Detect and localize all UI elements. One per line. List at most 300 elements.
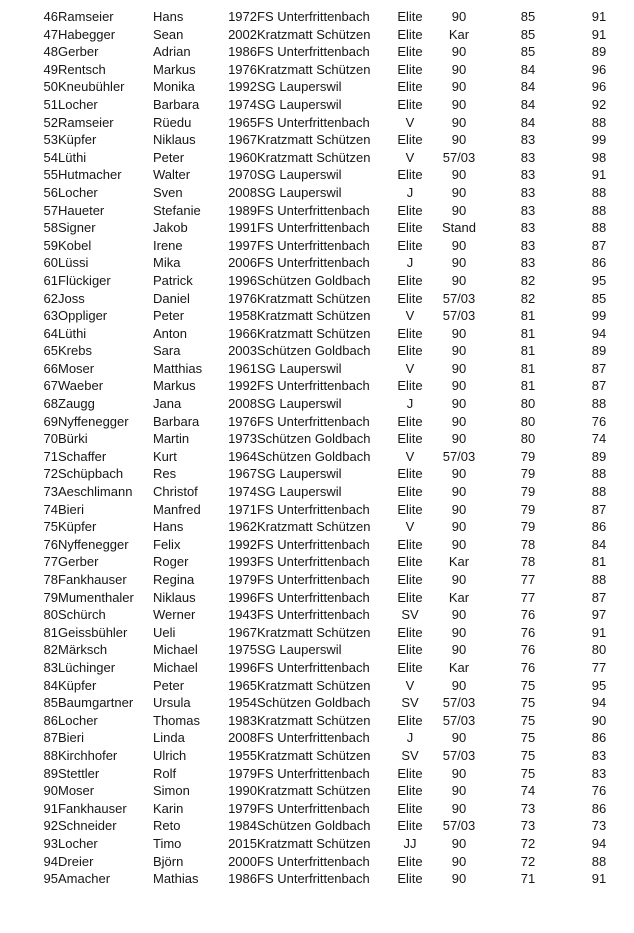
last-name-cell: Nyffenegger [58, 536, 129, 552]
last-name-cell: Fankhauser [58, 800, 127, 816]
year-cell: 1996 [228, 272, 257, 288]
table-row [0, 870, 620, 888]
first-name-cell: Simon [153, 783, 190, 799]
program-cell: 90 [451, 607, 467, 623]
year-cell: 1965 [228, 677, 257, 693]
rank-cell: 62 [43, 290, 58, 306]
score2-cell: 91 [591, 871, 607, 887]
year-cell: 1964 [228, 448, 257, 464]
score2-cell: 87 [591, 378, 607, 394]
score2-cell: 89 [591, 44, 607, 60]
score2-cell: 91 [591, 167, 607, 183]
category-cell: Elite [397, 871, 423, 887]
score1-cell: 83 [520, 184, 536, 200]
last-name-cell: Ramseier [58, 9, 114, 24]
year-cell: 1971 [228, 501, 257, 517]
score2-cell: 76 [591, 413, 607, 429]
first-name-cell: Markus [153, 61, 196, 77]
score2-cell: 94 [591, 695, 607, 711]
category-cell: Elite [397, 624, 423, 640]
score2-cell: 73 [591, 818, 607, 834]
score1-cell: 75 [520, 695, 536, 711]
club-cell: Kratzmatt Schützen [257, 519, 371, 535]
category-cell: Elite [397, 572, 423, 587]
club-cell: Kratzmatt Schützen [257, 26, 371, 42]
category-cell: Elite [397, 325, 423, 341]
program-cell: 90 [451, 800, 467, 816]
score1-cell: 83 [520, 149, 536, 165]
first-name-cell: Felix [153, 536, 181, 552]
score2-cell: 88 [591, 466, 607, 482]
table-row [0, 624, 620, 642]
first-name-cell: Anton [153, 325, 187, 341]
score1-cell: 74 [520, 783, 536, 799]
club-cell: Kratzmatt Schützen [257, 712, 371, 728]
last-name-cell: Küpfer [58, 519, 97, 535]
year-cell: 2006 [228, 255, 257, 271]
year-cell: 1967 [228, 132, 257, 148]
program-cell: 90 [451, 871, 467, 887]
rank-cell: 68 [43, 396, 58, 412]
table-row [0, 202, 620, 220]
score1-cell: 84 [520, 79, 536, 95]
score1-cell: 81 [520, 378, 536, 394]
category-cell: SV [401, 695, 419, 711]
last-name-cell: Bieri [58, 730, 85, 746]
category-cell: Elite [397, 765, 423, 781]
club-cell: Kratzmatt Schützen [257, 61, 371, 77]
score1-cell: 85 [520, 9, 536, 24]
score2-cell: 98 [591, 149, 607, 165]
rank-cell: 48 [43, 44, 58, 60]
rank-cell: 59 [43, 237, 58, 253]
rank-cell: 65 [43, 343, 58, 359]
program-cell: Kar [448, 554, 470, 570]
club-cell: Kratzmatt Schützen [257, 677, 371, 693]
score2-cell: 95 [591, 272, 607, 288]
program-cell: 90 [451, 431, 467, 447]
score1-cell: 75 [520, 765, 536, 781]
category-cell: Elite [397, 466, 423, 482]
last-name-cell: Oppliger [58, 308, 108, 324]
table-row [0, 166, 620, 184]
last-name-cell: Lüssi [58, 255, 89, 271]
club-cell: SG Lauperswil [257, 184, 342, 200]
rank-cell: 60 [43, 255, 58, 271]
year-cell: 1979 [228, 800, 257, 816]
score1-cell: 84 [520, 61, 536, 77]
program-cell: 57/03 [442, 712, 476, 728]
score2-cell: 90 [591, 712, 607, 728]
club-cell: Schützen Goldbach [257, 431, 371, 447]
score1-cell: 79 [520, 484, 536, 500]
rank-cell: 90 [43, 783, 58, 799]
rank-cell: 81 [43, 624, 58, 640]
score2-cell: 85 [591, 290, 607, 306]
last-name-cell: Haueter [58, 202, 105, 218]
program-cell: 90 [451, 325, 467, 341]
program-cell: 90 [451, 44, 467, 60]
rank-cell: 77 [43, 554, 58, 570]
last-name-cell: Schneider [58, 818, 117, 834]
year-cell: 2008 [228, 730, 257, 746]
last-name-cell: Waeber [58, 378, 104, 394]
rank-cell: 89 [43, 765, 58, 781]
rank-cell: 46 [43, 9, 58, 24]
first-name-cell: Werner [153, 607, 196, 623]
rank-cell: 67 [43, 378, 58, 394]
rank-cell: 63 [43, 308, 58, 324]
first-name-cell: Monika [153, 79, 195, 95]
club-cell: SG Lauperswil [257, 484, 342, 500]
rank-cell: 56 [43, 184, 58, 200]
first-name-cell: Mathias [153, 871, 199, 887]
first-name-cell: Markus [153, 378, 196, 394]
year-cell: 2003 [228, 343, 257, 359]
first-name-cell: Kurt [153, 448, 177, 464]
score1-cell: 84 [520, 114, 536, 130]
table-row [0, 589, 620, 607]
last-name-cell: Küpfer [58, 132, 97, 148]
club-cell: FS Unterfrittenbach [257, 800, 370, 816]
table-row [0, 465, 620, 483]
rank-cell: 86 [43, 712, 58, 728]
table-row [0, 342, 620, 360]
program-cell: Kar [448, 659, 470, 675]
first-name-cell: Martin [153, 431, 190, 447]
program-cell: 90 [451, 783, 467, 799]
score2-cell: 91 [591, 624, 607, 640]
first-name-cell: Adrian [153, 44, 191, 60]
program-cell: 90 [451, 519, 467, 535]
rank-cell: 83 [43, 659, 58, 675]
year-cell: 1967 [228, 624, 257, 640]
last-name-cell: Ramseier [58, 114, 114, 130]
program-cell: 90 [451, 237, 467, 253]
club-cell: FS Unterfrittenbach [257, 44, 370, 60]
last-name-cell: Joss [58, 290, 85, 306]
score1-cell: 80 [520, 413, 536, 429]
category-cell: Elite [397, 272, 423, 288]
year-cell: 2008 [228, 396, 257, 412]
first-name-cell: Jana [153, 396, 182, 412]
first-name-cell: Jakob [153, 220, 188, 236]
year-cell: 1955 [228, 747, 257, 763]
first-name-cell: Ulrich [153, 747, 187, 763]
last-name-cell: Nyffenegger [58, 413, 129, 429]
club-cell: SG Lauperswil [257, 360, 342, 376]
year-cell: 2000 [228, 853, 257, 869]
table-row [0, 26, 620, 44]
club-cell: SG Lauperswil [257, 396, 342, 412]
last-name-cell: Aeschlimann [58, 484, 133, 500]
score2-cell: 80 [591, 642, 607, 658]
first-name-cell: Sven [153, 184, 183, 200]
year-cell: 1960 [228, 149, 257, 165]
table-row [0, 501, 620, 519]
table-row [0, 290, 620, 308]
first-name-cell: Timo [153, 835, 182, 851]
club-cell: FS Unterfrittenbach [257, 871, 370, 887]
table-row [0, 536, 620, 554]
results-table [0, 8, 620, 888]
club-cell: FS Unterfrittenbach [257, 378, 370, 394]
score2-cell: 88 [591, 184, 607, 200]
first-name-cell: Peter [153, 149, 185, 165]
category-cell: Elite [397, 132, 423, 148]
club-cell: FS Unterfrittenbach [257, 659, 370, 675]
rank-cell: 75 [43, 519, 58, 535]
program-cell: 90 [451, 96, 467, 112]
score2-cell: 96 [591, 79, 607, 95]
year-cell: 1973 [228, 431, 257, 447]
category-cell: V [405, 448, 415, 464]
program-cell: 90 [451, 255, 467, 271]
score1-cell: 82 [520, 272, 536, 288]
score2-cell: 94 [591, 325, 607, 341]
category-cell: Elite [397, 554, 423, 570]
first-name-cell: Niklaus [153, 132, 196, 148]
first-name-cell: Thomas [153, 712, 200, 728]
club-cell: SG Lauperswil [257, 167, 342, 183]
year-cell: 1996 [228, 659, 257, 675]
score2-cell: 86 [591, 255, 607, 271]
year-cell: 1992 [228, 79, 257, 95]
rank-cell: 84 [43, 677, 58, 693]
score2-cell: 88 [591, 220, 607, 236]
year-cell: 1983 [228, 712, 257, 728]
last-name-cell: Fankhauser [58, 572, 127, 587]
first-name-cell: Niklaus [153, 589, 196, 605]
table-row [0, 360, 620, 378]
score1-cell: 77 [520, 589, 536, 605]
score2-cell: 88 [591, 396, 607, 412]
club-cell: Kratzmatt Schützen [257, 308, 371, 324]
first-name-cell: Peter [153, 677, 185, 693]
last-name-cell: Amacher [58, 871, 111, 887]
club-cell: SG Lauperswil [257, 96, 342, 112]
first-name-cell: Regina [153, 572, 195, 587]
category-cell: Elite [397, 343, 423, 359]
category-cell: Elite [397, 79, 423, 95]
score2-cell: 89 [591, 343, 607, 359]
club-cell: Schützen Goldbach [257, 343, 371, 359]
year-cell: 1984 [228, 818, 257, 834]
program-cell: 90 [451, 466, 467, 482]
year-cell: 1972 [228, 9, 257, 24]
table-row [0, 43, 620, 61]
club-cell: FS Unterfrittenbach [257, 572, 370, 587]
program-cell: 90 [451, 624, 467, 640]
club-cell: FS Unterfrittenbach [257, 9, 370, 24]
score2-cell: 87 [591, 589, 607, 605]
first-name-cell: Christof [153, 484, 198, 500]
program-cell: 57/03 [442, 695, 476, 711]
program-cell: 57/03 [442, 448, 476, 464]
last-name-cell: Schaffer [58, 448, 107, 464]
rank-cell: 51 [43, 96, 58, 112]
first-name-cell: Stefanie [153, 202, 201, 218]
last-name-cell: Lüthi [58, 325, 87, 341]
score1-cell: 76 [520, 624, 536, 640]
program-cell: 90 [451, 484, 467, 500]
year-cell: 1970 [228, 167, 257, 183]
table-row [0, 395, 620, 413]
table-row [0, 800, 620, 818]
table-row [0, 237, 620, 255]
category-cell: V [405, 360, 415, 376]
club-cell: FS Unterfrittenbach [257, 765, 370, 781]
last-name-cell: Dreier [58, 853, 94, 869]
club-cell: Schützen Goldbach [257, 272, 371, 288]
category-cell: Elite [397, 61, 423, 77]
club-cell: SG Lauperswil [257, 79, 342, 95]
program-cell: 57/03 [442, 308, 476, 324]
score1-cell: 73 [520, 818, 536, 834]
score2-cell: 88 [591, 484, 607, 500]
first-name-cell: Hans [153, 9, 184, 24]
score1-cell: 80 [520, 396, 536, 412]
program-cell: 57/03 [442, 149, 476, 165]
score2-cell: 87 [591, 360, 607, 376]
table-row [0, 413, 620, 431]
category-cell: Elite [397, 536, 423, 552]
table-row [0, 8, 620, 26]
program-cell: 90 [451, 202, 467, 218]
club-cell: Kratzmatt Schützen [257, 624, 371, 640]
table-row [0, 307, 620, 325]
year-cell: 1992 [228, 378, 257, 394]
rank-cell: 69 [43, 413, 58, 429]
table-row [0, 729, 620, 747]
table-row [0, 641, 620, 659]
last-name-cell: Lüchinger [58, 659, 116, 675]
year-cell: 1989 [228, 202, 257, 218]
rank-cell: 70 [43, 431, 58, 447]
last-name-cell: Signer [58, 220, 96, 236]
program-cell: 90 [451, 853, 467, 869]
score1-cell: 83 [520, 255, 536, 271]
last-name-cell: Bieri [58, 501, 85, 517]
rank-cell: 58 [43, 220, 58, 236]
category-cell: Elite [397, 220, 423, 236]
program-cell: 57/03 [442, 747, 476, 763]
last-name-cell: Locher [58, 835, 98, 851]
club-cell: FS Unterfrittenbach [257, 255, 370, 271]
first-name-cell: Barbara [153, 96, 200, 112]
table-row [0, 184, 620, 202]
club-cell: Kratzmatt Schützen [257, 132, 371, 148]
club-cell: FS Unterfrittenbach [257, 501, 370, 517]
last-name-cell: Bürki [58, 431, 88, 447]
table-row [0, 518, 620, 536]
table-row [0, 219, 620, 237]
last-name-cell: Zaugg [58, 396, 95, 412]
last-name-cell: Moser [58, 360, 95, 376]
rank-cell: 53 [43, 132, 58, 148]
year-cell: 1976 [228, 61, 257, 77]
year-cell: 1966 [228, 325, 257, 341]
first-name-cell: Linda [153, 730, 185, 746]
year-cell: 1943 [228, 607, 257, 623]
program-cell: 90 [451, 396, 467, 412]
category-cell: Elite [397, 202, 423, 218]
last-name-cell: Schüpbach [58, 466, 124, 482]
program-cell: 90 [451, 114, 467, 130]
first-name-cell: Walter [153, 167, 191, 183]
table-row [0, 448, 620, 466]
category-cell: SV [401, 607, 419, 623]
program-cell: 90 [451, 360, 467, 376]
table-row [0, 712, 620, 730]
score1-cell: 78 [520, 554, 536, 570]
first-name-cell: Michael [153, 642, 198, 658]
table-row [0, 659, 620, 677]
program-cell: 90 [451, 501, 467, 517]
first-name-cell: Matthias [153, 360, 203, 376]
club-cell: Kratzmatt Schützen [257, 290, 371, 306]
club-cell: FS Unterfrittenbach [257, 589, 370, 605]
score1-cell: 79 [520, 519, 536, 535]
year-cell: 1979 [228, 572, 257, 587]
program-cell: 57/03 [442, 818, 476, 834]
score1-cell: 75 [520, 730, 536, 746]
category-cell: Elite [397, 659, 423, 675]
first-name-cell: Rolf [153, 765, 177, 781]
category-cell: Elite [397, 378, 423, 394]
program-cell: 90 [451, 79, 467, 95]
program-cell: 90 [451, 413, 467, 429]
score1-cell: 75 [520, 747, 536, 763]
category-cell: Elite [397, 44, 423, 60]
last-name-cell: Krebs [58, 343, 92, 359]
table-row [0, 377, 620, 395]
first-name-cell: Reto [153, 818, 181, 834]
score2-cell: 88 [591, 572, 607, 587]
first-name-cell: Peter [153, 308, 185, 324]
program-cell: Kar [448, 589, 470, 605]
table-row [0, 553, 620, 571]
rank-cell: 61 [43, 272, 58, 288]
first-name-cell: Patrick [153, 272, 193, 288]
last-name-cell: Geissbühler [58, 624, 128, 640]
table-row [0, 571, 620, 589]
score1-cell: 79 [520, 466, 536, 482]
score2-cell: 99 [591, 308, 607, 324]
score1-cell: 83 [520, 167, 536, 183]
year-cell: 2015 [228, 835, 257, 851]
club-cell: FS Unterfrittenbach [257, 853, 370, 869]
rank-cell: 82 [43, 642, 58, 658]
club-cell: Schützen Goldbach [257, 448, 371, 464]
table-row [0, 272, 620, 290]
table-row [0, 131, 620, 149]
first-name-cell: Ursula [153, 695, 191, 711]
year-cell: 2008 [228, 184, 257, 200]
category-cell: J [406, 730, 414, 746]
rank-cell: 85 [43, 695, 58, 711]
club-cell: FS Unterfrittenbach [257, 413, 370, 429]
last-name-cell: Kneubühler [58, 79, 125, 95]
score1-cell: 81 [520, 360, 536, 376]
program-cell: 90 [451, 272, 467, 288]
last-name-cell: Kirchhofer [58, 747, 118, 763]
rank-cell: 64 [43, 325, 58, 341]
score2-cell: 92 [591, 96, 607, 112]
category-cell: Elite [397, 237, 423, 253]
category-cell: Elite [397, 800, 423, 816]
last-name-cell: Flückiger [58, 272, 111, 288]
